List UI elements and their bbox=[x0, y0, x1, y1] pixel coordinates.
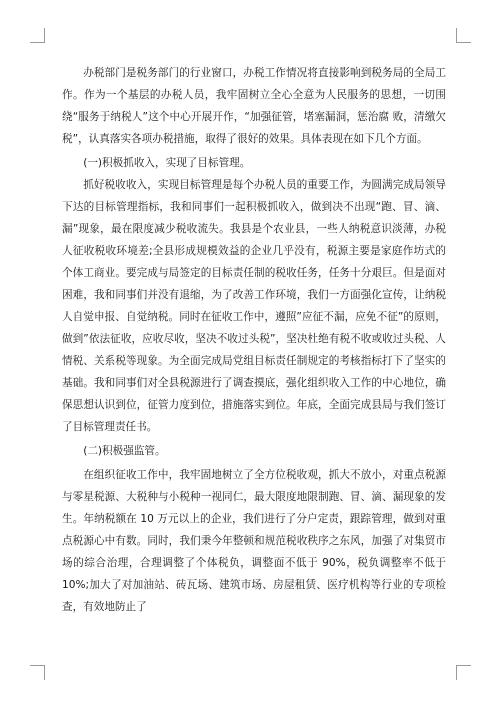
crop-mark-top-right bbox=[456, 28, 471, 43]
section-heading-1: (一)积极抓收入，实现了目标管理。 bbox=[83, 157, 251, 169]
document-body bbox=[62, 62, 446, 618]
crop-mark-bottom-left bbox=[30, 665, 45, 680]
section-heading-2: (二)积极强监管。 bbox=[83, 445, 166, 457]
section-1-paragraph: 抓好税收收入，实现目标管理是每个办税人员的重要工作，为圆满完成局领导下达的目标管理指标，我和同事们一起积极抓收入，做到决不出现“跑、冒、滴、漏”现象，最在限度减少税收流失。我县是个农业县，一些人纳税意识淡薄，办税人征收税收环境差;全县形成规模效益的企业几乎没有，税源主要是家庭作坊式的个体工商业。要完成与局签定的目标责任制的税收任务，任务十分艰巨。但是面对困难，我和同事们并没有退缩，为了改善工作环境，我们一方面强化宣传，让纳税人自觉申报、自觉纳税。同时在征收工作中，遵照”应征不漏，应免不征”的原则，做到”依法征收，应收尽收，坚决不收过头税”，坚决杜绝有税不收或收过头税、人情税、关系税等现象。为全面完成局党组目标责任制规定的考核指标打下了坚实的基础。我和同事们对全县税源进行了调查摸底，强化组织收入工作的中心地位，确保思想认识到位，征管力度到位，措施落实到位。年底，全面完成县局与我们签订了目标管理责任书。 bbox=[62, 179, 446, 433]
intro-paragraph: 办税部门是税务部门的行业窗口，办税工作情况将直接影响到税务局的全局工作。作为一个基层的办税人员，我牢固树立全心全意为人民服务的思想，一切围绕“服务于纳税人”这个中心开展开作，“加强征管，堵塞漏洞，惩治腐 败，清缴欠税”，认真落实各项办税措施，取得了很好的效果。具体表现在如下几个方面。 bbox=[62, 67, 446, 145]
section-2-paragraph: 在组织征收工作中，我牢固地树立了全方位税收观，抓大不放小，对重点税源与零星税源、大税种与小税种一视同仁，最大限度地限制跑、冒、滴、漏现象的发生。年纳税额在 10 万元以上的企业，我们进行了分户定责，跟踪管理，做到对重点税源心中有数。同时，我们秉今年整顿和规范税收秩序之东风，加强了对集贸市场的综合治理，合理调整了个体税负，调整面不低于 90%，税负调整率不低于 10%;加大了对加油站、砖瓦场、建筑市场、房屋租赁、医疗机构等行业的专项检查，有效地防止了 bbox=[62, 469, 446, 613]
crop-mark-top-left bbox=[30, 28, 45, 43]
crop-mark-bottom-right bbox=[456, 665, 471, 680]
